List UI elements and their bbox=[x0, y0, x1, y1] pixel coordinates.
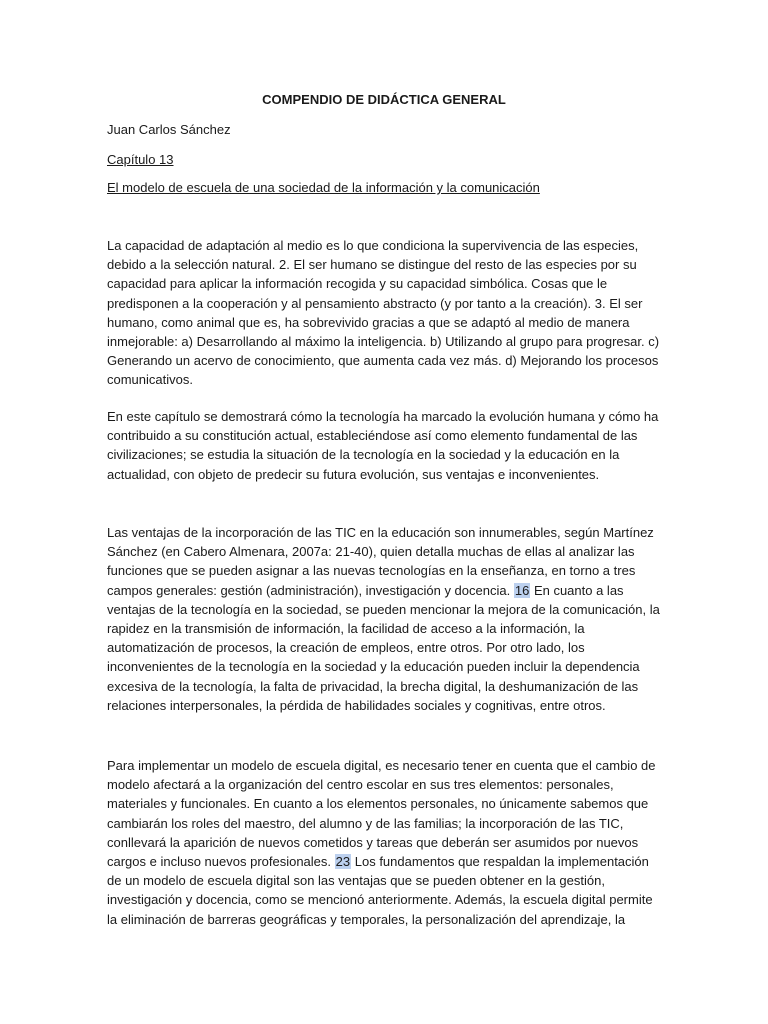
paragraph-2: En este capítulo se demostrará cómo la tecnología ha marcado la evolución humana y cómo ha contribuido a su constitución actual, estableciéndose así como elemento fundamental de las civilizaciones; se estudia la situación de la tecnología en la sociedad y la educación en la actualidad, con objeto de predecir su futura evolución, sus ventajas e inconvenientes. bbox=[107, 409, 659, 482]
paragraph-3-text-a: Las ventajas de la incorporación de las TIC en la educación son innumerables, según Martínez Sánchez (en Cabero Almenara, 2007a: 21-40), quien detalla muchas de ellas al analizar las funciones que se pueden asignar a las nuevas tecnologías en la enseñanza, en torno a tres campos generales: gestión (administración), investigación y docencia. bbox=[107, 525, 654, 598]
author-name: Juan Carlos Sánchez bbox=[107, 122, 231, 137]
footnote-reference-16[interactable]: 16 bbox=[514, 582, 530, 598]
paragraph-3 bbox=[107, 523, 663, 715]
paragraph-4-text-a: Para implementar un modelo de escuela digital, es necesario tener en cuenta que el cambio de modelo afectará a la organización del centro escolar en sus tres elementos: personales, materiales y funcionales. En cuanto a los elementos personales, no únicamente sabemos que cambiarán los roles del maestro, del alumno y de las familias; la incorporación de las TIC, conllevará la aparición de nuevos cometidos y tareas que deberán ser asumidos por nuevos cargos e incluso nuevos profesionales. bbox=[107, 758, 656, 870]
paragraph-4-text-b: Los fundamentos que respaldan la implementación de un modelo de escuela digital son las ventajas que se pueden obtener en la gestión, investigación y docencia, como se mencionó anteriormente. Además, la escuela digital permite la eliminación de barreras geográficas y temporales, la personalización del aprendizaje, la bbox=[107, 854, 653, 927]
paragraph-1: La capacidad de adaptación al medio es lo que condiciona la supervivencia de las especies, debido a la selección natural. 2. El ser humano se distingue del resto de las especies por su capacidad para aplicar la información recogida y su capacidad simbólica. Cosas que le predisponen a la cooperación y al pensamiento abstracto (y por tanto a la creación). 3. El ser humano, como animal que es, ha sobrevivido gracias a que se adaptó al medio de manera inmejorable: a) Desarrollando al máximo la inteligencia. b) Utilizando al grupo para progresar. c) Generando un acervo de conocimiento, que aumenta cada vez más. d) Mejorando los procesos comunicativos. bbox=[107, 238, 660, 388]
paragraph-4 bbox=[107, 756, 663, 929]
document-title: COMPENDIO DE DIDÁCTICA GENERAL bbox=[262, 92, 506, 107]
chapter-label: Capítulo 13 bbox=[107, 152, 174, 167]
chapter-title: El modelo de escuela de una sociedad de la información y la comunicación bbox=[107, 180, 540, 195]
paragraph-3-text-b: En cuanto a las ventajas de la tecnología en la sociedad, se pueden mencionar la mejora de la comunicación, la rapidez en la transmisión de información, la facilidad de acceso a la información, la automatización de procesos, la creación de empleos, entre otros. Por otro lado, los inconvenientes de la tecnología en la sociedad y la educación pueden incluir la dependencia excesiva de la tecnología, la falta de privacidad, la brecha digital, la deshumanización de las relaciones interpersonales, la pérdida de habilidades sociales y cognitivas, entre otros. bbox=[107, 582, 660, 713]
footnote-reference-23[interactable]: 23 bbox=[335, 854, 351, 870]
